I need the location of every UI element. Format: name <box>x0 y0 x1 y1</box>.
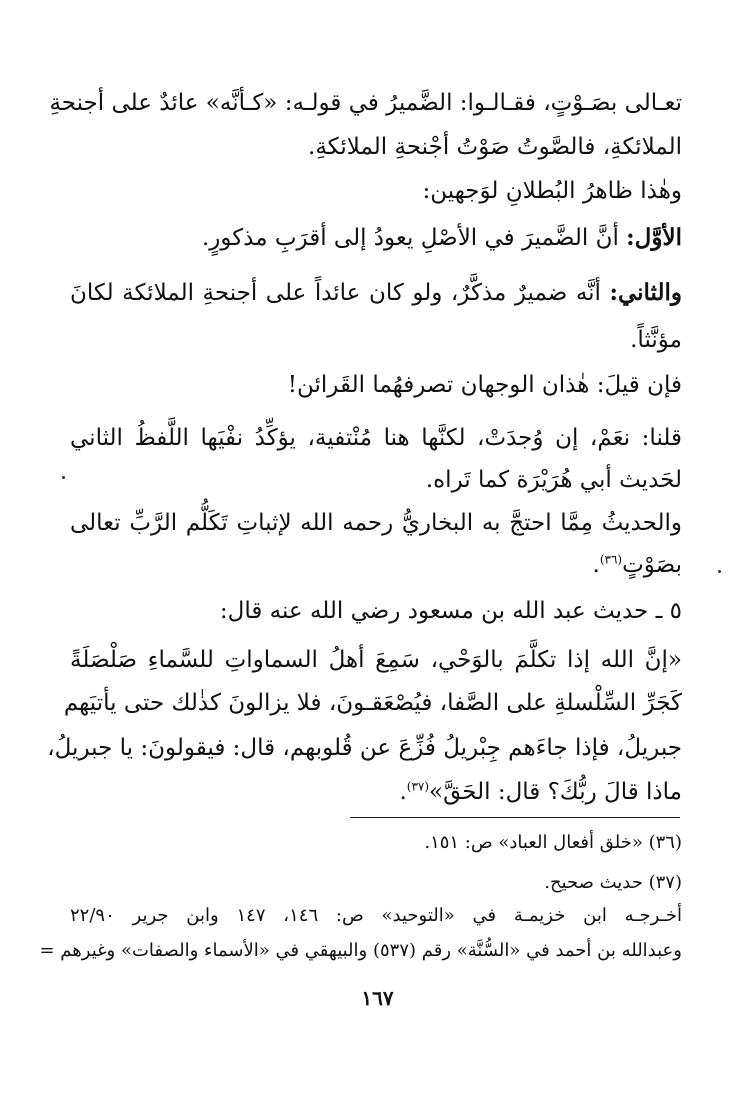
body-line: وهٰذا ظاهرُ البُطلانِ لوَجهين: <box>422 178 682 204</box>
body-line: قلنا: نعَمْ، إن وُجدَتْ، لكنَّها هنا مُنْتفية، يؤكِّدُ نفْيَها اللَّفظُ الثاني <box>70 425 682 451</box>
body-line: لحَديث أبي هُرَيْرَة كما تَراه. <box>425 467 682 493</box>
body-line <box>70 777 682 807</box>
body-line: فإن قيلَ: هٰذان الوجهان تصرفهُما القَرائن! <box>287 372 682 398</box>
print-speck <box>718 570 721 573</box>
body-text: بصَوْتٍ <box>622 552 682 578</box>
point-text: أنَّ الضَّميرَ في الأصْلِ يعودُ إلى أقرَبِ مذكورٍ. <box>201 225 627 251</box>
page-number: ١٦٧ <box>361 986 394 1010</box>
body-line <box>70 550 682 580</box>
point-label: والثاني: <box>609 279 682 306</box>
footnote-ref[interactable]: (٣٦) <box>599 552 623 567</box>
section-heading: ٥ ـ حديث عبد الله بن مسعود رضي الله عنه قال: <box>219 598 682 624</box>
footnote: وعبدالله بن أحمد في «السُّنَّة» رقم (٥٣٧) والبيهقي في «الأسماء والصفات» وغيرهم = <box>39 940 682 961</box>
body-line: كَجَرِّ السِّلْسلةِ على الصَّفا، فيُصْعَقـونَ، فلا يزالونَ كذٰلك حتى يأتيَهم <box>63 690 682 716</box>
point-text: أنَّه ضميرٌ مذكَّرٌ، ولو كان عائداً على أجنحةِ الملائكة لكانَ <box>70 280 610 306</box>
footnote: (٣٦) «خلق أفعال العباد» ص: ١٥١. <box>424 832 682 853</box>
body-line: مؤنَّثاً. <box>630 327 682 353</box>
body-text: . <box>592 552 600 578</box>
point-label: الأوَّل: <box>626 224 682 251</box>
footnote: (٣٧) حديث صحيح. <box>544 872 682 893</box>
print-speck <box>62 476 65 479</box>
body-line <box>70 223 682 253</box>
body-text: ماذا قالَ ربُّكَ؟ قال: الحَقَّ» <box>429 779 682 805</box>
book-page <box>39 80 682 1040</box>
body-line: تعـالى بصَـوْتٍ، فقـالـوا: الضَّميرُ في قولـه: «كـأنَّه» عائدٌ على أجنحةِ <box>49 90 682 116</box>
body-text: . <box>399 779 407 805</box>
body-line: الملائكةِ، فالصَّوتُ صَوْتُ أجْنحةِ الملائكةِ. <box>308 134 682 160</box>
body-line <box>70 278 682 308</box>
body-line: «إنَّ الله إذا تكلَّمَ بالوَحْي، سَمِعَ أهلُ السماواتِ للسَّماءِ صَلْصَلَةً <box>70 647 682 673</box>
footnote-ref[interactable]: (٣٧) <box>406 779 430 794</box>
body-line: جبريلُ، فإذا جاءَهم جِبْريلُ فُزِّعَ عن قُلوبهم، قال: فيقولونَ: يا جبريلُ، <box>47 735 682 761</box>
body-line: والحديثُ مِمَّا احتجَّ به البخاريُّ رحمه الله لإثباتِ تَكَلُّم الرَّبِّ تعالى <box>70 510 682 536</box>
footnote-separator <box>350 817 680 818</box>
footnote: أخـرجـه ابن خزيمـة في «التوحيد» ص: ١٤٦، ١٤٧ وابن جرير ٢٢/٩٠ <box>70 905 682 926</box>
